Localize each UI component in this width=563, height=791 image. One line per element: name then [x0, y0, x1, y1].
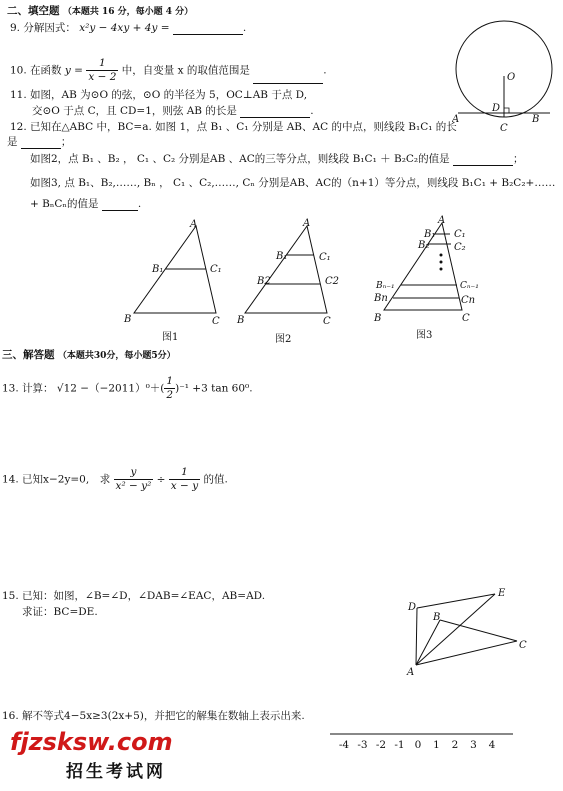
question-text: 在函数	[30, 64, 62, 77]
number-line-label: 2	[451, 739, 459, 751]
section-note: （本题共 16 分，每小题 4 分）	[62, 7, 194, 17]
label-b2: B₂	[418, 240, 430, 251]
question-number: 15.	[2, 590, 19, 602]
question-text: 如图，AB 为⊙O 的弦，⊙O 的半径为 5，OC⊥AB 于点 D,	[30, 89, 308, 101]
period: .	[310, 105, 314, 117]
answer-blank[interactable]	[21, 148, 61, 149]
label-d: D	[492, 103, 501, 114]
question-text: 如图3, 点 B₁、B₂,……, Bₙ ， C₁ 、C₂,……, Cₙ 分别是AB、AC的（n+1）等分点，则线段 B₁C₁ + B₂C₂+……	[30, 177, 556, 189]
number-line-label: 4	[488, 739, 496, 751]
question-11	[10, 89, 307, 102]
question-text: 计算：	[22, 382, 54, 395]
math-lhs: y =	[64, 64, 83, 77]
answer-blank[interactable]	[453, 165, 513, 166]
label-a: A	[407, 667, 415, 678]
fraction-2	[169, 466, 200, 493]
label-b: B	[374, 313, 382, 324]
label-c1: C₁	[319, 252, 331, 263]
fraction-numerator: 1	[166, 375, 174, 387]
label-c1: C₁	[210, 264, 222, 275]
triangle-abc	[245, 226, 327, 313]
fraction-denominator: x − 2	[88, 71, 117, 83]
question-text: + BₙCₙ的值是	[30, 198, 99, 210]
figure-2	[233, 216, 348, 350]
label-c: C	[323, 316, 331, 327]
period: .	[137, 198, 142, 210]
label-b1: B₁	[424, 229, 436, 240]
question-text-2: 的值.	[203, 473, 228, 486]
question-12-line1b	[7, 136, 71, 149]
label-bn-1: Bₙ₋₁	[376, 281, 395, 291]
question-number: 12.	[10, 121, 27, 133]
label-b1: B₁	[152, 264, 164, 275]
divide-operator: ÷	[156, 473, 166, 486]
label-a: A	[190, 219, 198, 230]
question-13	[2, 375, 253, 402]
segment-da	[416, 608, 417, 665]
right-angle-mark	[504, 108, 509, 113]
label-bn: Bn	[374, 293, 388, 304]
question-text: 已知在△ABC 中，BC=a. 如图 1，点 B₁ 、C₁ 分别是 AB、AC 的中点，则线段 B₁C₁ 的长	[30, 121, 457, 133]
question-text: 解不等式4−5x≥3(2x+5)，并把它的解集在数轴上表示出来.	[22, 710, 305, 722]
number-line-label: 0	[414, 739, 422, 751]
label-c: C	[462, 313, 470, 324]
fraction-numerator: 1	[86, 57, 118, 71]
ellipsis-dot	[440, 254, 443, 257]
number-line-label: -2	[375, 739, 387, 751]
question-text-2: 中，自变量 x 的取值范围是	[121, 64, 250, 77]
question-15	[2, 590, 265, 603]
triangle-abc	[384, 223, 462, 310]
label-c2: C2	[325, 276, 340, 287]
section-title: 二、填空题	[7, 5, 60, 17]
math-expression: x²y − 4xy + 4y =	[79, 22, 170, 34]
label-b: B	[532, 114, 540, 125]
question-text: 如图2，点 B₁ 、B₂ ， C₁ 、C₂ 分别是AB 、AC的三等分点，则线段 B₁C₁ ＋ B₂C₂的值是	[30, 153, 450, 165]
label-a: A	[452, 114, 460, 125]
fraction-numerator: 1	[169, 466, 200, 480]
segment-ab	[416, 620, 440, 665]
math-expression: √12 −（−2011）⁰＋(	[56, 382, 165, 395]
math-expression-2: )⁻¹ +3 tan 60⁰	[175, 382, 250, 395]
number-line-label: -4	[338, 739, 350, 751]
number-line-label: -1	[394, 739, 405, 751]
segment-ac	[416, 641, 517, 665]
figure-q15	[400, 583, 540, 683]
question-number: 9.	[10, 22, 21, 34]
question-12-line4	[30, 198, 141, 211]
section-note: （本题共30分，每小题5分）	[57, 351, 176, 361]
question-number: 16.	[2, 710, 19, 722]
ellipsis-dot	[440, 268, 443, 271]
watermark-logo: fjzsksw.com	[10, 728, 173, 756]
fraction	[86, 57, 118, 84]
label-a: A	[438, 215, 446, 226]
label-c2: C₂	[454, 242, 466, 253]
ellipsis-dot	[440, 261, 443, 264]
label-o: O	[507, 72, 516, 83]
question-number: 11.	[10, 89, 27, 101]
watermark-name: 招生考试网	[66, 762, 166, 782]
label-d: D	[408, 602, 417, 613]
section-heading	[7, 5, 193, 19]
number-line-label: 3	[470, 739, 477, 751]
circle-figure	[452, 18, 557, 143]
segment-de	[417, 594, 495, 608]
question-text: 是	[7, 136, 18, 148]
question-text: 分解因式：	[23, 22, 76, 34]
section-heading	[2, 349, 176, 363]
question-12-line2	[30, 153, 524, 166]
label-cn-1: Cₙ₋₁	[460, 281, 479, 291]
question-text: 交⊙O 于点 C，且 CD=1，则弦 AB 的长是	[32, 105, 237, 117]
answer-blank[interactable]	[173, 34, 243, 35]
figure-caption: 图1	[162, 332, 179, 343]
question-number: 10.	[10, 64, 27, 77]
label-cn: Cn	[461, 295, 476, 306]
figure-caption: 图3	[416, 330, 433, 341]
question-text: 求证：BC=DE.	[22, 606, 98, 618]
question-number: 13.	[2, 382, 19, 395]
question-10	[10, 57, 327, 84]
question-12-line3	[30, 177, 555, 190]
label-c: C	[212, 316, 220, 327]
question-14	[2, 466, 228, 493]
question-9	[10, 22, 246, 35]
number-line	[328, 728, 518, 754]
label-e: E	[498, 588, 506, 599]
label-b2: B2	[257, 276, 271, 287]
semicolon: ；	[513, 153, 524, 165]
question-text: 已知：如图，∠B=∠D，∠DAB=∠EAC，AB=AD.	[22, 590, 266, 602]
number-line-label: 1	[433, 739, 440, 751]
label-c1: C₁	[454, 229, 466, 240]
period: .	[323, 64, 327, 77]
fraction-numerator: y	[114, 466, 154, 480]
figure-3	[368, 213, 488, 345]
fraction-denominator: x² − y²	[115, 480, 152, 492]
fraction-denominator: 2	[166, 389, 174, 401]
question-number: 14.	[2, 473, 19, 486]
question-12-line1	[10, 121, 457, 134]
semicolon: ；	[60, 136, 72, 148]
label-b: B	[433, 612, 441, 623]
fraction-1	[114, 466, 154, 493]
answer-blank[interactable]	[102, 210, 138, 211]
segment-bc	[440, 620, 517, 641]
question-text: 已知x−2y=0, 求	[22, 473, 111, 486]
label-c: C	[500, 123, 508, 134]
figure-1	[118, 218, 228, 348]
question-11-line2	[32, 105, 314, 118]
answer-blank[interactable]	[240, 117, 310, 118]
fraction	[164, 375, 175, 402]
period: .	[249, 382, 253, 395]
period: .	[242, 22, 247, 34]
label-b: B	[237, 315, 245, 326]
number-line-label: -3	[357, 739, 368, 751]
question-16	[2, 710, 305, 723]
answer-blank[interactable]	[253, 83, 323, 84]
section-title: 三、解答题	[2, 349, 55, 361]
figure-caption: 图2	[275, 334, 292, 345]
question-15-line2	[22, 606, 98, 619]
label-b1: B₁	[276, 251, 288, 262]
label-c: C	[519, 640, 527, 651]
fraction-denominator: x − y	[170, 480, 199, 492]
label-b: B	[124, 314, 132, 325]
segment-ae	[416, 594, 495, 665]
label-a: A	[303, 218, 311, 229]
